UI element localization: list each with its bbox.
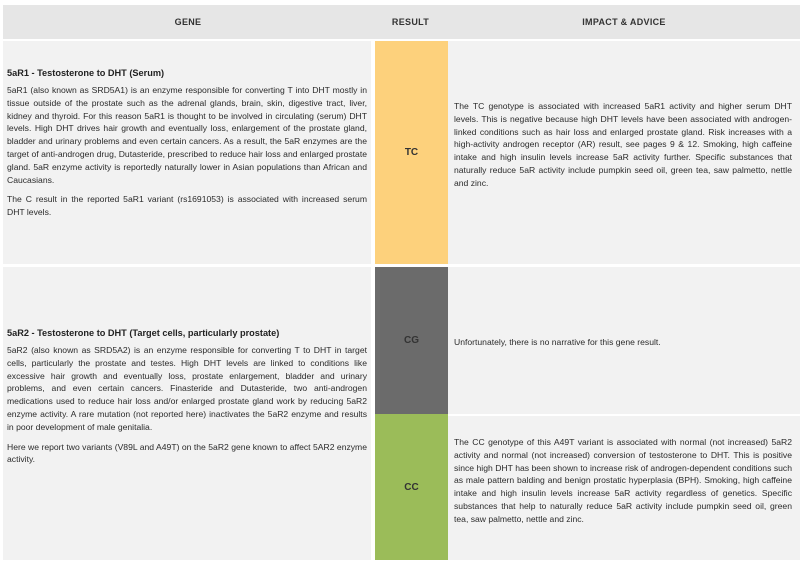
header-gene: GENE — [174, 17, 202, 27]
result-label-tc: TC — [404, 147, 419, 158]
result-badge-cc — [375, 414, 448, 560]
gene-description-5ar2: 5aR2 (also known as SRD5A2) is an enzyme responsible for converting T to DHT in target cells, particularly the prostate and testes. High DHT levels are linked to conditions like excessive hair growth and eventually loss, prostate enlargement, bladder and urinary problems, and even certain cancers. Finasteride and Dutasteride, two anti-androgen medications used to reduce hair loss and/or enlarged prostate gland work by reducing 5aR2 enzyme activity. A rare mutation (not reported here) inactivates the 5aR2 enzyme and results in poor development of male genitalia. — [7, 345, 367, 432]
result-label-cc: CC — [404, 481, 419, 493]
gene-results-table — [3, 5, 800, 558]
gene-cell-5ar1 — [3, 41, 371, 264]
header-result: RESULT — [391, 17, 430, 27]
table-row-5ar2 — [3, 267, 800, 560]
result-badge-cg — [375, 267, 448, 414]
impact-text-cc: The CC genotype of this A49T variant is associated with normal (not increased) 5aR2 activity and normal (not increased) conversion of testosterone to DHT. This is positive since high DHT has been shown to increase risk of androgen-dependent conditions such as male pattern balding and benign prostatic hyperplasia (BPH). Smoking, high caffeine intake and high insulin levels increase 5aR activity regardless of genetics. Specific substances that help to naturally reduce 5aR activity include pumpkin seed oil, green tea, saw palmetto, nettle and zinc. — [454, 437, 792, 524]
gene-title-5ar1: 5aR1 - Testosterone to DHT (Serum) — [7, 68, 165, 78]
impact-text-5ar1: The TC genotype is associated with increased 5aR1 activity and higher serum DHT levels. This is negative because high DHT levels have been associated with androgen-linked conditions such as hair loss and enlarged prostate gland. Risk increases with a high-activity androgen receptor (AR) result, see pages 9 & 12. Smoking, high caffeine intake and high insulin levels increase 5aR activity further. Specific substances that naturally reduce 5aR activity include pumpkin seed oil, green tea, saw palmetto, nettle and zinc. — [454, 101, 792, 188]
table-header — [3, 5, 800, 39]
impact-cell-cc — [448, 416, 800, 560]
impact-cell-5ar1 — [448, 41, 800, 264]
gene-description-5ar1: 5aR1 (also known as SRD5A1) is an enzyme responsible for converting T into DHT mostly in tissue outside of the prostate such as the adrenal glands, brain, skin, digestive tract, liver, kidney and thyroid. For this reason 5aR1 is thought to be involved in circulating (serum) DHT levels. High DHT drives hair growth and eventually loss, enlargement of the prostate gland, bladder and urinary problems and even certain cancers. As a result, the 5aR enzymes are the target of anti-androgen drug, Dutasteride, prescribed to reduce hair loss and enlarged prostate gland. 5aR enzyme activity is reportedly naturally lower in Asian populations than African and Caucasians. — [7, 85, 367, 185]
header-impact: IMPACT & ADVICE — [582, 17, 666, 27]
impact-text-cg: Unfortunately, there is no narrative for this gene result. — [454, 337, 661, 347]
gene-variant-note-5ar1: The C result in the reported 5aR1 variant (rs1691053) is associated with increased serum DHT levels. — [7, 194, 367, 218]
gene-cell-5ar2 — [3, 267, 371, 560]
impact-cell-cg — [448, 267, 800, 414]
result-label-cg: CG — [404, 335, 419, 346]
result-badge-tc — [375, 41, 448, 264]
table-row-5ar1 — [3, 41, 800, 264]
gene-variant-note-5ar2: Here we report two variants (V89L and A49T) on the 5aR2 gene known to affect 5AR2 enzyme activity. — [7, 441, 367, 465]
gene-title-5ar2: 5aR2 - Testosterone to DHT (Target cells, particularly prostate) — [7, 328, 280, 338]
